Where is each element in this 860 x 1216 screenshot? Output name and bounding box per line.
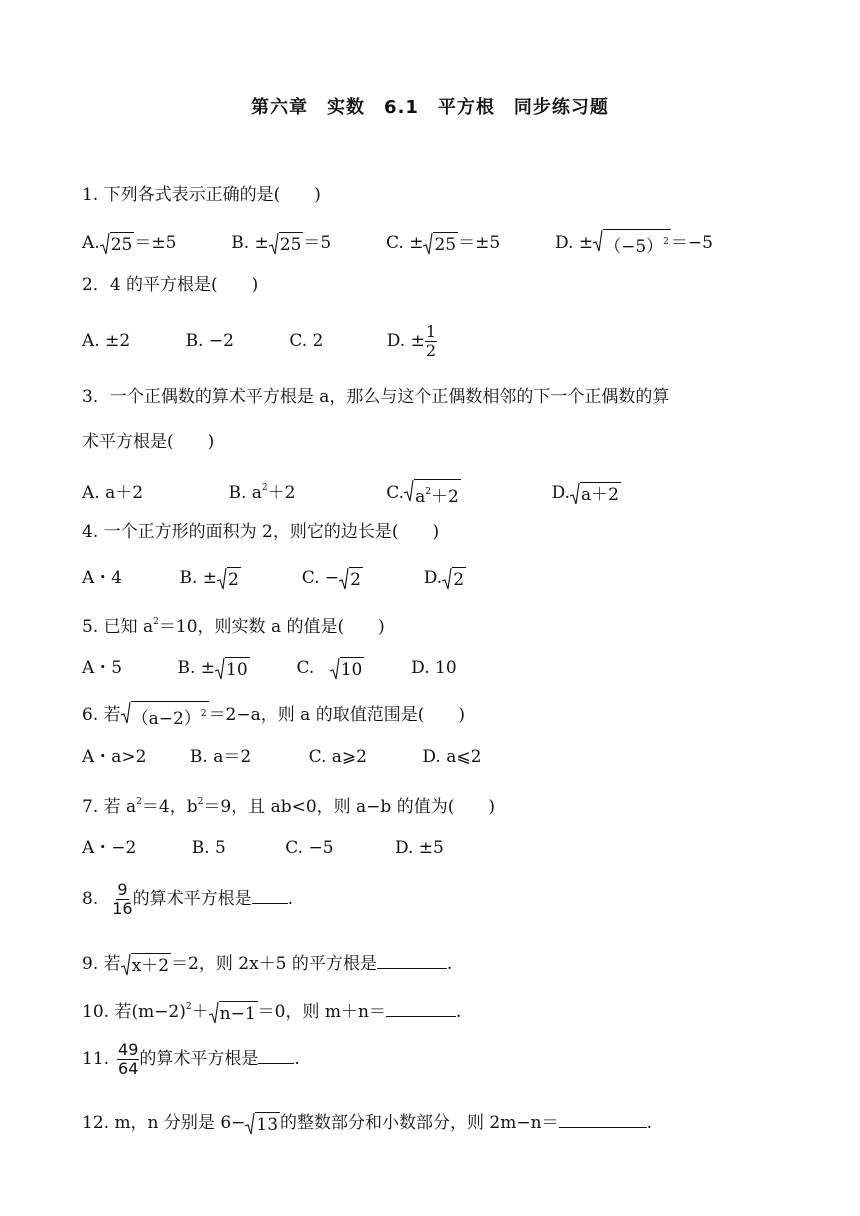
q1-option-b: B. ± 25 ＝5 xyxy=(231,233,332,255)
question-6-stem: 6. 若 $(a-2)^2$ ＝2−a，则 a 的取值范围是( ) xyxy=(82,701,465,730)
sqrt-symbol: 10 xyxy=(215,657,250,681)
question-2-stem: 2．4 的平方根是( ) xyxy=(82,275,259,295)
question-3-options xyxy=(82,476,621,508)
q3-option-a: A. a＋2 xyxy=(82,483,144,503)
question-7-options xyxy=(82,836,444,860)
q3-option-c: C. $a^2+2$ xyxy=(386,483,466,503)
question-4-stem: 4. 一个正方形的面积为 2，则它的边长是( ) xyxy=(82,522,440,542)
question-6-options xyxy=(82,745,481,769)
fraction: $\frac{9}{16}$ xyxy=(112,880,133,918)
sqrt-symbol: $(-5)^2$ xyxy=(593,229,671,258)
q6-option-c: C. a⩾2 xyxy=(308,747,367,767)
question-11: 11. $\frac{49}{64}$ 的算术平方根是 . xyxy=(82,1040,300,1078)
q4-option-b: B. ± 2 xyxy=(179,568,239,590)
question-3-stem-line-2: 术平方根是( ) xyxy=(82,432,215,452)
answer-blank[interactable] xyxy=(559,1109,647,1128)
q6-option-d: D. a⩽2 xyxy=(422,747,482,767)
sqrt-symbol: 2 xyxy=(442,567,466,591)
q6-option-b: B. a＝2 xyxy=(189,747,252,767)
q5-option-c: C. 10 xyxy=(296,658,363,680)
answer-blank[interactable] xyxy=(258,1045,294,1064)
question-3-stem-line-1: 3．一个正偶数的算术平方根是 a，那么与这个正偶数相邻的下一个正偶数的算 xyxy=(82,387,670,407)
sqrt-symbol: x＋2 xyxy=(121,953,171,977)
sqrt-symbol: $a^2+2$ xyxy=(404,479,461,508)
q4-option-a: A・4 xyxy=(82,568,123,588)
sqrt-symbol: 25 xyxy=(423,232,458,256)
page-title: 第六章 实数 6.1 平方根 同步练习题 xyxy=(251,97,609,118)
question-7-stem: 7. 若 $a^2=4$，$b^2=9$，且 ab<0，则 a−b 的值为( ) xyxy=(82,797,495,817)
q2-option-c: C. 2 xyxy=(289,331,324,351)
q2-option-d: D. ± $\frac{1}{2}$ xyxy=(386,322,437,360)
question-8: 8. $\frac{9}{16}$ 的算术平方根是 . xyxy=(82,880,293,918)
fraction: $\frac{49}{64}$ xyxy=(118,1040,139,1078)
q7-option-c: C. −5 xyxy=(285,838,334,858)
sqrt-symbol: 10 xyxy=(330,657,365,681)
question-5-options xyxy=(82,656,457,681)
q3-option-d: D. a＋2 xyxy=(551,483,619,505)
question-2-options xyxy=(82,322,437,360)
question-9: 9. 若 x＋2 ＝2，则 2x＋5 的平方根是 . xyxy=(82,950,452,977)
q6-option-a: A・a>2 xyxy=(82,747,147,767)
sqrt-symbol: 25 xyxy=(100,232,135,256)
q7-option-b: B. 5 xyxy=(191,838,226,858)
q7-option-a: A・−2 xyxy=(82,838,137,858)
sqrt-symbol: 2 xyxy=(339,567,363,591)
question-5-stem: 5. 已知 $a^2=10$，则实数 a 的值是( ) xyxy=(82,617,385,637)
question-1-stem: 1. 下列各式表示正确的是( ) xyxy=(82,185,321,205)
answer-blank[interactable] xyxy=(377,950,447,969)
fraction: $\frac{1}{2}$ xyxy=(425,322,437,360)
sqrt-symbol: 25 xyxy=(269,232,304,256)
answer-blank[interactable] xyxy=(386,998,456,1017)
q5-option-a: A・5 xyxy=(82,658,123,678)
question-12: 12. m，n 分别是 6− 13 的整数部分和小数部分，则 2m−n＝ . xyxy=(82,1109,652,1136)
question-10: 10. 若$(m-2)^2+$ n−1 ＝0，则 m＋n＝ . xyxy=(82,995,461,1025)
q7-option-d: D. ±5 xyxy=(394,838,444,858)
q4-option-c: C. − 2 xyxy=(301,568,361,590)
sqrt-symbol: 13 xyxy=(245,1112,280,1136)
q5-option-b: B. ± 10 xyxy=(177,658,248,680)
q3-option-b: B. $a^2+2$ xyxy=(228,483,296,503)
q4-option-d: D. 2 xyxy=(423,568,465,590)
q1-option-d: D. ± $(-5)^2$ ＝−5 xyxy=(555,233,713,253)
q1-option-a: A. 25 ＝±5 xyxy=(82,233,177,255)
question-1-options xyxy=(82,229,713,258)
q1-option-c: C. ± 25 ＝±5 xyxy=(386,233,501,255)
question-4-options xyxy=(82,566,466,591)
sqrt-symbol: $(a-2)^2$ xyxy=(121,701,209,730)
q2-option-b: B. −2 xyxy=(185,331,234,351)
sqrt-symbol: n−1 xyxy=(209,1001,258,1025)
q2-option-a: A. ±2 xyxy=(82,331,131,351)
answer-blank[interactable] xyxy=(252,885,288,904)
q5-option-d: D. 10 xyxy=(411,658,457,678)
sqrt-symbol: a＋2 xyxy=(570,482,621,506)
sqrt-symbol: 2 xyxy=(217,567,241,591)
